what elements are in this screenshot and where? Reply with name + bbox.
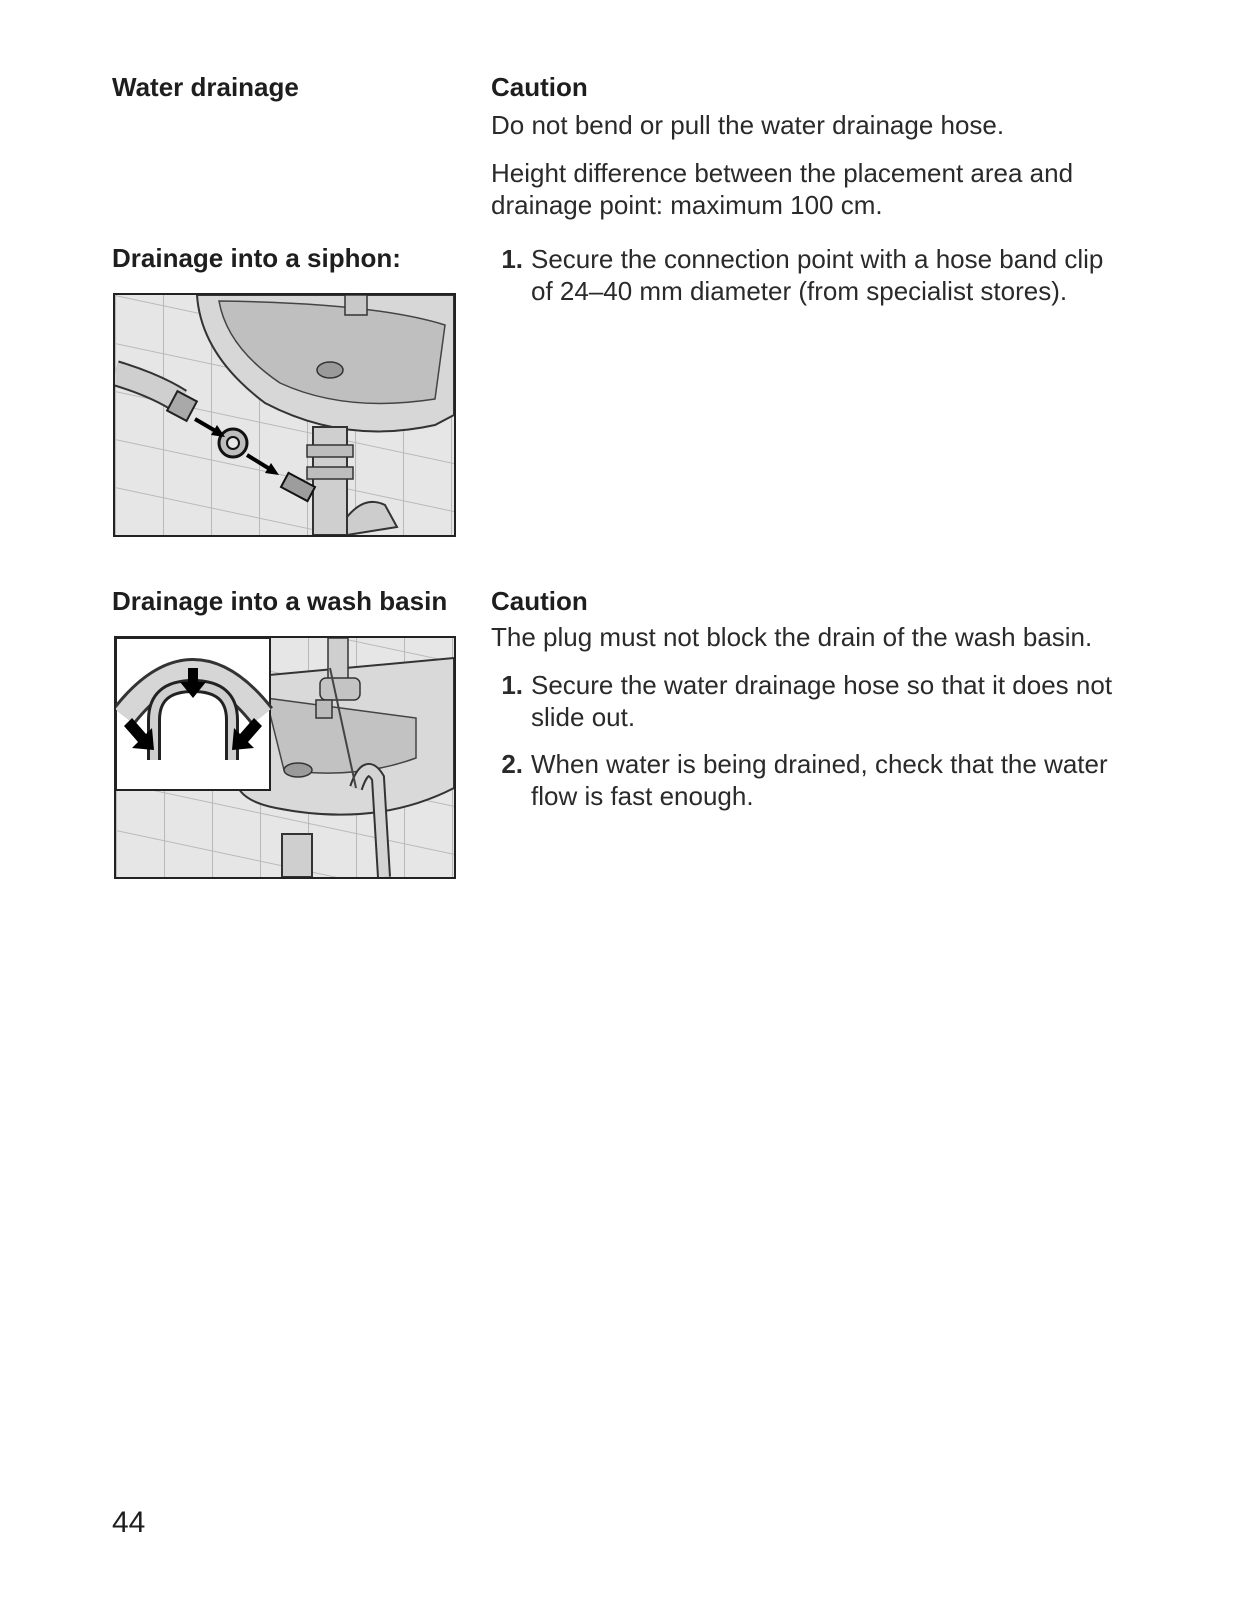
page-number: 44 <box>112 1506 146 1539</box>
wash-basin-step-1 <box>491 669 1141 739</box>
caution-title: Caution <box>491 72 588 102</box>
step-text: Secure the connection point with a hose band clip of 24–40 mm diameter (from specialist stores). <box>531 244 1104 306</box>
siphon-illustration-svg <box>115 295 454 535</box>
step-number: 1. <box>501 670 523 700</box>
caution-text: Do not bend or pull the water drainage hose. <box>491 110 1005 140</box>
height-note: Height difference between the placement area and drainage point: maximum 100 cm. <box>491 158 1074 220</box>
step-text: When water is being drained, check that the water flow is fast enough. <box>531 749 1108 811</box>
caution-title-wash-basin: Caution <box>491 586 588 616</box>
section-label-water-drainage: Water drainage <box>112 72 299 102</box>
siphon-connection-illustration <box>113 293 456 537</box>
siphon-step-1 <box>491 243 1141 313</box>
wash-basin-step-2 <box>491 748 1141 818</box>
step-text: Secure the water drainage hose so that it does not slide out. <box>531 670 1113 732</box>
wash-basin-illustration-svg <box>116 638 454 877</box>
step-number: 1. <box>501 244 523 274</box>
section-label-wash-basin: Drainage into a wash basin <box>112 586 448 616</box>
step-number: 2. <box>501 749 523 779</box>
section-label-siphon: Drainage into a siphon: <box>112 243 401 273</box>
caution-text-wash-basin: The plug must not block the drain of the wash basin. <box>491 622 1093 652</box>
wash-basin-hose-illustration <box>114 636 456 879</box>
